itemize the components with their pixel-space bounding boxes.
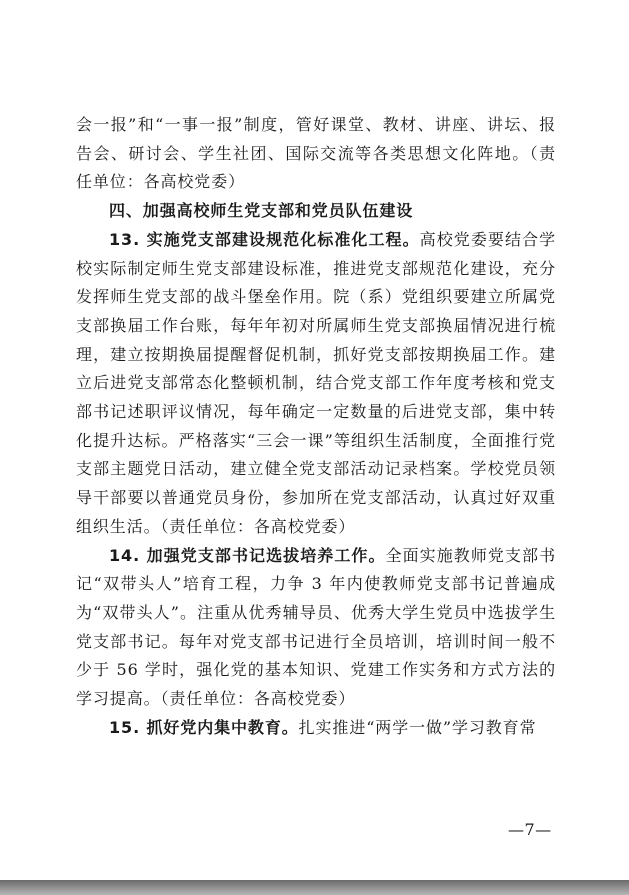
- item-body-13: 高校党委要结合学校实际制定师生党支部建设标准，推进党支部规范化建设，充分发挥师生党支部的战斗堡垒作用。院（系）党组织要建立所属党支部换届工作台账，每年年初对所属师生党支部换届情况进行梳理，建立按期换届提醒督促机制，抓好党支部按期换届工作。建立后进党支部常态化整顿机制，结合党支部工作年度考核和党支部书记述职评议情况，每年确定一定数量的后进党支部，集中转化提升达标。严格落实“三会一课”等组织生活制度，全面推行党支部主题党日活动，建立健全党支部活动记录档案。学校党员领导干部要以普通党员身份，参加所在党支部活动，认真过好双重组织生活。（责任单位：各高校党委）: [76, 229, 557, 536]
- item-title-14: 14. 加强党支部书记选拔培养工作。: [109, 545, 386, 565]
- item-title-15: 15. 抓好党内集中教育。: [109, 717, 299, 737]
- item-title-13: 13. 实施党支部建设规范化标准化工程。: [109, 229, 420, 249]
- section-heading: 四、加强高校师生党支部和党员队伍建设: [109, 201, 414, 221]
- item-body-14: 全面实施教师党支部书记“双带头人”培育工程，力争 3 年内使教师党支部书记普遍成为“双带头人”。注重从优秀辅导员、优秀大学生党员中选拔学生党支部书记。每年对党支部书记进行全员培训，培训时间一般不少于 56 学时，强化党的基本知识、党建工作实务和方式方法的学习提高。（责任单位：各高校党委）: [76, 545, 556, 709]
- item-paragraph-13: [76, 226, 556, 542]
- continuation-paragraph: 会一报”和“一事一报”制度，管好课堂、教材、讲座、讲坛、报告会、研讨会、学生社团、国际交流等各类思想文化阵地。（责任单位：各高校党委）: [76, 115, 556, 192]
- item-paragraph-15: [76, 714, 556, 743]
- document-body: [76, 111, 556, 742]
- scan-bottom-edge: [0, 880, 629, 895]
- page-number: —7—: [508, 820, 552, 839]
- item-paragraph-14: [76, 542, 556, 714]
- item-body-15: 扎实推进“两学一做”学习教育常: [298, 717, 537, 737]
